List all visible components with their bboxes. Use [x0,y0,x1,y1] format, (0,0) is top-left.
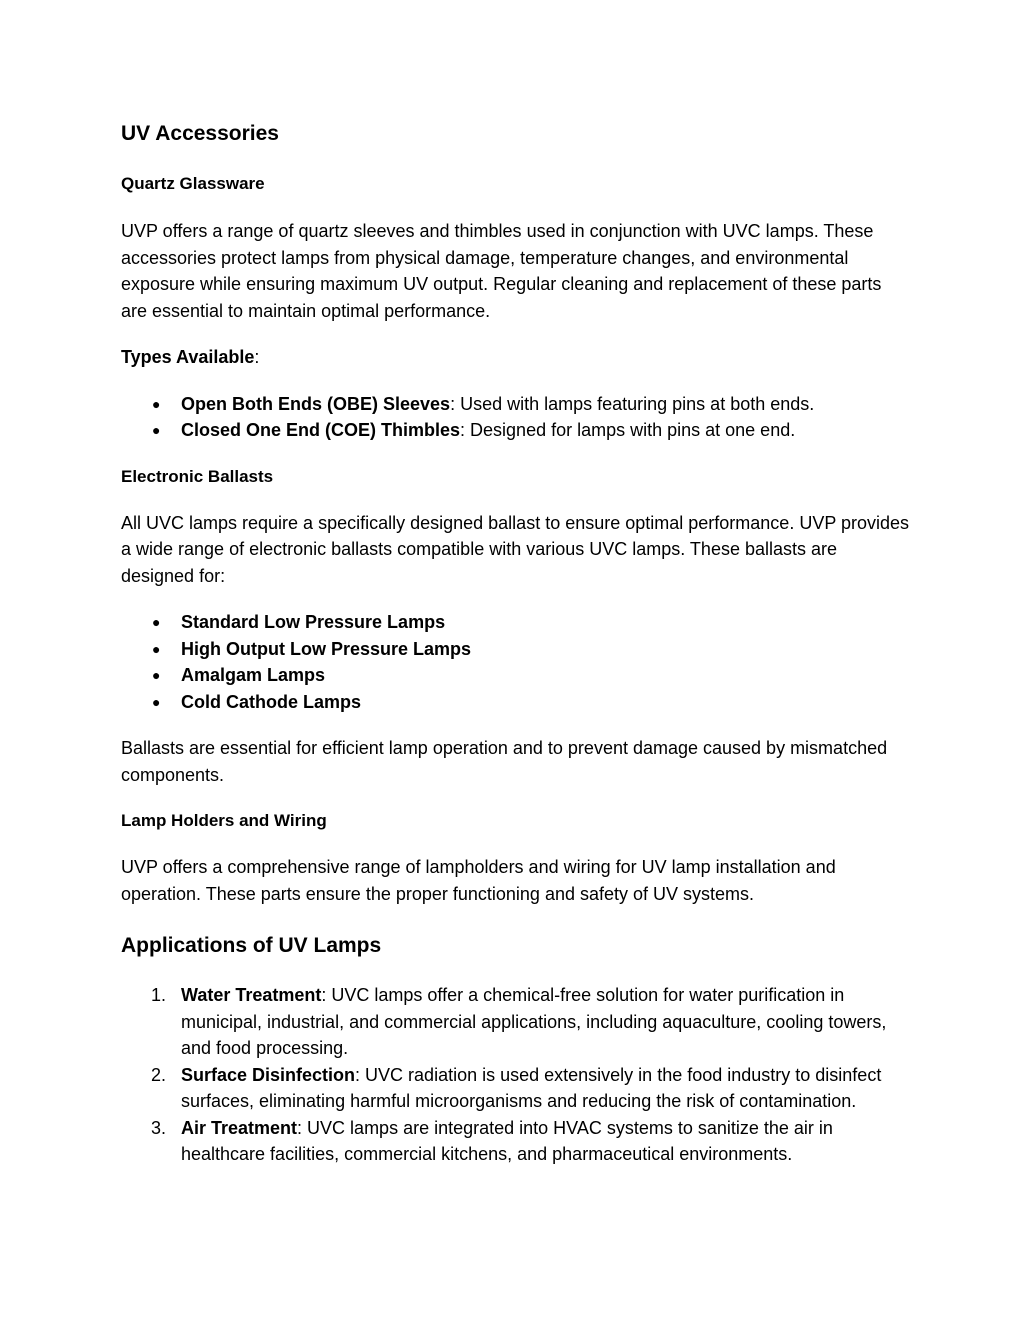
ballast-types-list [121,609,911,715]
paragraph-ballasts: All UVC lamps require a specifically designed ballast to ensure optimal performance. UVP provides a wide range of electronic ballasts compatible with various UVC lamps. These ballasts are designed for: [121,512,910,586]
list-item-text: : Designed for lamps with pins at one end. [460,420,796,440]
list-item-term: Closed One End (COE) Thimbles [181,420,461,440]
list-item [121,1062,911,1115]
list-item-text: : UVC lamps are integrated into HVAC systems to sanitize the air in healthcare facilities, commercial kitchens, and pharmaceutical environments. [181,1117,833,1164]
list-item-term: Air Treatment [181,1117,298,1138]
list-item [121,391,911,418]
list-item [121,662,911,689]
list-item-number: 3. [151,1117,167,1138]
list-item-term: Open Both Ends (OBE) Sleeves [181,393,451,414]
list-item [121,609,911,636]
list-item [121,1115,911,1168]
list-item-term: Cold Cathode Lamps [181,691,362,712]
paragraph-ballasts-essential: Ballasts are essential for efficient lamp operation and to prevent damage caused by mismatched components. [121,738,888,785]
section-title-uv-accessories: UV Accessories [121,122,279,145]
types-list [121,391,911,444]
list-item [121,636,911,663]
list-item-text: : Used with lamps featuring pins at both ends. [450,393,815,414]
list-item [121,982,911,1062]
types-available-line [121,344,911,371]
types-available-colon: : [254,347,260,367]
heading-electronic-ballasts: Electronic Ballasts [121,466,274,486]
paragraph-lamp-holders: UVP offers a comprehensive range of lampholders and wiring for UV lamp installation and operation. These parts ensure the proper functioning and safety of UV systems. [121,857,836,904]
list-item-term: Amalgam Lamps [181,665,326,685]
list-item [121,689,911,716]
list-item-term: Water Treatment [181,985,322,1005]
list-item-text: : UVC radiation is used extensively in the food industry to disinfect surfaces, eliminating harmful microorganisms and reducing the risk of contamination. [181,1064,882,1111]
list-item-text: : UVC lamps offer a chemical-free solution for water purification in municipal, industrial, and commercial applications, including aquaculture, cooling towers, and food processing. [181,985,887,1058]
types-available-label: Types Available [121,347,255,367]
list-item [121,417,911,444]
heading-quartz-glassware: Quartz Glassware [121,174,265,193]
list-item-term: Surface Disinfection [181,1064,356,1085]
list-item-term: High Output Low Pressure Lamps [181,638,472,659]
paragraph-quartz: UVP offers a range of quartz sleeves and thimbles used in conjunction with UVC lamps. These accessories protect lamps from physical damage, temperature changes, and environmental exposure while ensuring maximum UV output. Regular cleaning and replacement of these parts are essential to maintain optimal performance. [121,221,882,321]
section-title-applications: Applications of UV Lamps [121,934,382,957]
applications-list [121,982,911,1168]
heading-lamp-holders: Lamp Holders and Wiring [121,811,327,830]
document-content [121,119,911,1168]
list-item-number: 1. [151,985,167,1005]
list-item-number: 2. [151,1064,167,1085]
list-item-term: Standard Low Pressure Lamps [181,612,446,632]
